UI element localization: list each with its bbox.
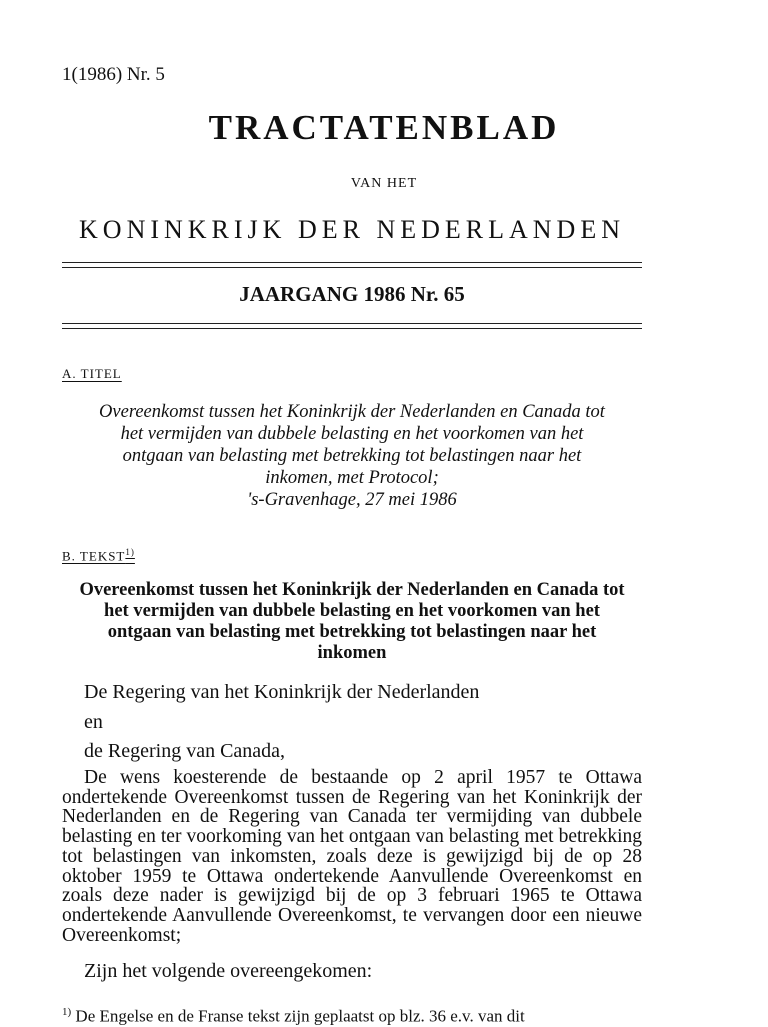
title-date-line: 's-Gravenhage, 27 mei 1986: [247, 490, 457, 510]
volume-number: JAARGANG 1986 Nr. 65: [239, 282, 465, 306]
party-conjunction: en: [84, 711, 103, 733]
preamble-paragraph: De wens koesterende de bestaande op 2 april 1957 te Ottawa ondertekende Overeenkomst tussen de Regering van het Koninkrijk der Nederlanden en de Regering van Canada ter vermijding van dubbele belasting en ter voorkoming van het ontgaan van belasting met betrekking tot belastingen van inkomsten, zoals deze is gewijzigd bij de op 28 oktober 1959 te Ottawa ondertekende Aanvullende Overeenkomst en zoals deze nader is gewijzigd bij de op 3 februari 1965 te Ottawa ondertekende Aanvullende Overeenkomst, te vervangen door een nieuwe Overeenkomst;: [62, 767, 642, 946]
party-canada: de Regering van Canada,: [84, 740, 286, 762]
kingdom-heading: KONINKRIJK DER NEDERLANDEN: [79, 215, 625, 244]
masthead-title: TRACTATENBLAD: [208, 108, 560, 147]
section-a-title: [62, 401, 642, 511]
issue-reference: 1(1986) Nr. 5: [62, 64, 165, 85]
party-netherlands: De Regering van het Koninkrijk der Nederlanden: [84, 681, 480, 703]
footnote-mark: 1): [62, 1006, 72, 1018]
title-line: inkomen, met Protocol;: [265, 468, 439, 488]
title-line: ontgaan van belasting met betrekking tot belastingen naar het: [122, 446, 582, 466]
text-title-line: ontgaan van belasting met betrekking tot belastingen naar het: [107, 622, 597, 642]
section-b-label: [62, 547, 135, 564]
agreement-closing: Zijn het volgende overeengekomen:: [84, 960, 373, 982]
text-title-line: Overeenkomst tussen het Koninkrijk der Nederlanden en Canada tot: [79, 580, 625, 600]
footnote-reference: 1): [125, 547, 135, 557]
divider-rule: [62, 323, 642, 324]
section-b-label-text: B. TEKST: [62, 548, 126, 564]
divider-rule: [62, 267, 642, 268]
divider-rule: [62, 328, 642, 329]
title-line: het vermijden van dubbele belasting en het voorkomen van het: [120, 424, 584, 444]
footnote-text: De Engelse en de Franse tekst zijn geplaatst op blz. 36 e.v. van dit: [75, 1006, 525, 1026]
divider-rule: [62, 262, 642, 263]
text-title-line: het vermijden van dubbele belasting en het voorkomen van het: [104, 601, 600, 621]
section-b-title: [62, 580, 642, 664]
masthead-subtitle: VAN HET: [350, 176, 418, 191]
section-a-label: A. TITEL: [62, 366, 122, 381]
title-line: Overeenkomst tussen het Koninkrijk der Nederlanden en Canada tot: [99, 402, 605, 422]
text-title-line: inkomen: [317, 643, 387, 663]
